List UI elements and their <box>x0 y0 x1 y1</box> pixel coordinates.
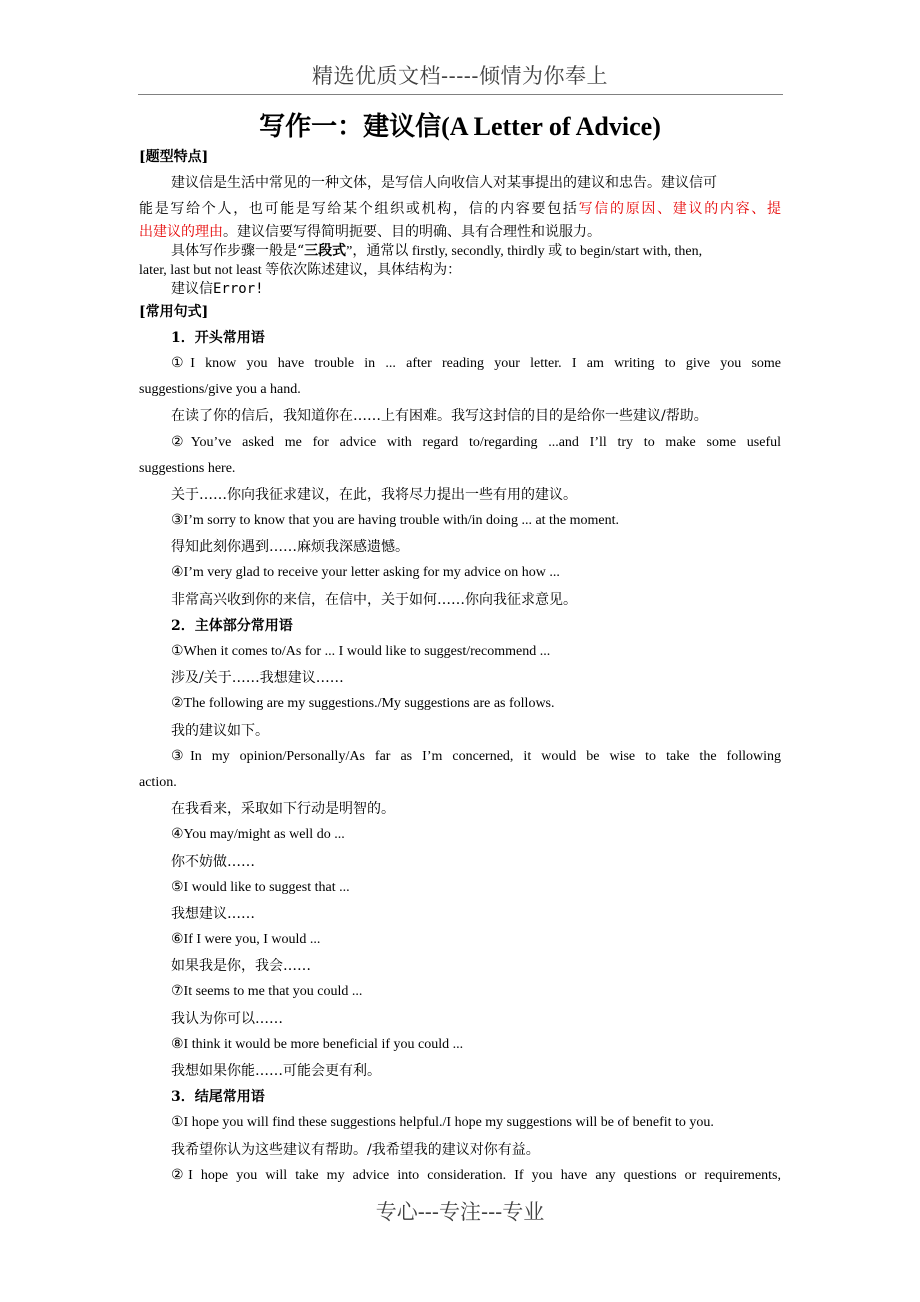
sentence-en: ⑦It seems to me that you could ... <box>171 984 363 1000</box>
highlight-text: 出建议的理由 <box>139 223 223 240</box>
sentence-zh: 我想建议…… <box>171 905 255 922</box>
subsection-heading-body: 2．主体部分常用语 <box>171 617 293 634</box>
section-heading-phrases: [常用句式] <box>139 303 209 320</box>
header-divider <box>138 94 783 95</box>
sentence-en: ②You’ve asked me for advice with regard to/regarding ...and I’ll try to make some useful <box>171 434 781 450</box>
sentence-zh: 得知此刻你遇到……麻烦我深感遗憾。 <box>171 539 409 556</box>
text-span: 。建议信要写得简明扼要、目的明确、具有合理性和说服力。 <box>223 223 601 240</box>
sentence-en: ①I hope you will find these suggestions helpful./I hope my suggestions will be of benefit to you. <box>171 1115 714 1131</box>
text-span: 具体写作步骤一般是“ <box>171 242 305 259</box>
sentence-en: suggestions/give you a hand. <box>139 382 301 398</box>
paragraph-line <box>139 280 781 299</box>
paragraph-line <box>139 242 781 261</box>
page-header: 精选优质文档-----倾情为你奉上 <box>312 64 608 88</box>
text-span: 能是写给个人，也可能是写给某个组织或机构，信的内容要包括 <box>139 201 579 218</box>
document-body <box>139 144 781 1189</box>
error-field-text: Error! <box>213 280 264 297</box>
paragraph-line <box>139 223 781 242</box>
sentence-en: ②I hope you will take my advice into consideration. If you have any questions or requirements, <box>171 1167 781 1183</box>
bold-text: 三段式 <box>304 242 347 259</box>
sentence-en: ②The following are my suggestions./My suggestions are as follows. <box>171 696 555 712</box>
sentence-zh: 在我看来，采取如下行动是明智的。 <box>171 801 395 818</box>
page-footer: 专心---专注---专业 <box>375 1200 545 1224</box>
text-span: ”，通常以 firstly, secondly, thirdly 或 to begin/start with, then, <box>346 243 703 259</box>
sentence-zh: 关于……你向我征求建议，在此，我将尽力提出一些有用的建议。 <box>171 486 577 503</box>
sentence-en: ①I know you have trouble in ... after reading your letter. I am writing to give you some <box>171 355 781 371</box>
sentence-en: ⑥If I were you, I would ... <box>171 932 321 948</box>
subsection-heading-opening: 1．开头常用语 <box>171 329 265 346</box>
sentence-zh: 涉及/关于……我想建议…… <box>171 670 344 687</box>
sentence-zh: 我想如果你能……可能会更有利。 <box>171 1063 381 1079</box>
sentence-en: ①When it comes to/As for ... I would like to suggest/recommend ... <box>171 644 551 659</box>
sentence-en: action. <box>139 774 177 790</box>
subsection-heading-closing: 3．结尾常用语 <box>171 1089 265 1106</box>
sentence-zh: 非常高兴收到你的来信，在信中，关于如何……你向我征求意见。 <box>171 591 577 608</box>
sentence-en: ⑤I would like to suggest that ... <box>171 879 350 895</box>
sentence-en: ④I’m very glad to receive your letter asking for my advice on how ... <box>171 565 560 581</box>
text-span: 建议信 <box>171 280 213 297</box>
sentence-zh: 我认为你可以…… <box>171 1010 283 1027</box>
paragraph-line <box>139 196 781 222</box>
sentence-en: ⑧I think it would be more beneficial if you could ... <box>171 1036 464 1052</box>
highlight-text: 写信的原因、建议的内容、提 <box>578 201 781 218</box>
sentence-zh: 我的建议如下。 <box>171 722 269 739</box>
sentence-en: ③I’m sorry to know that you are having trouble with/in doing ... at the moment. <box>171 513 620 529</box>
paragraph-line: 建议信是生活中常见的一种文体，是写信人向收信人对某事提出的建议和忠告。建议信可 <box>171 175 717 192</box>
sentence-en: suggestions here. <box>139 460 236 476</box>
paragraph-line: later, last but not least 等依次陈述建议，具体结构为： <box>139 262 462 278</box>
sentence-en: ④You may/might as well do ... <box>171 827 345 843</box>
page-title: 写作一：建议信(A Letter of Advice) <box>259 112 661 141</box>
sentence-zh: 我希望你认为这些建议有帮助。/我希望我的建议对你有益。 <box>171 1141 540 1158</box>
sentence-zh: 如果我是你，我会…… <box>171 958 311 975</box>
section-heading-features: [题型特点] <box>139 149 209 165</box>
sentence-zh: 你不妨做…… <box>171 853 255 870</box>
sentence-en: ③In my opinion/Personally/As far as I’m concerned, it would be wise to take the following <box>171 748 781 764</box>
sentence-zh: 在读了你的信后，我知道你在……上有困难。我写这封信的目的是给你一些建议/帮助。 <box>171 408 708 425</box>
